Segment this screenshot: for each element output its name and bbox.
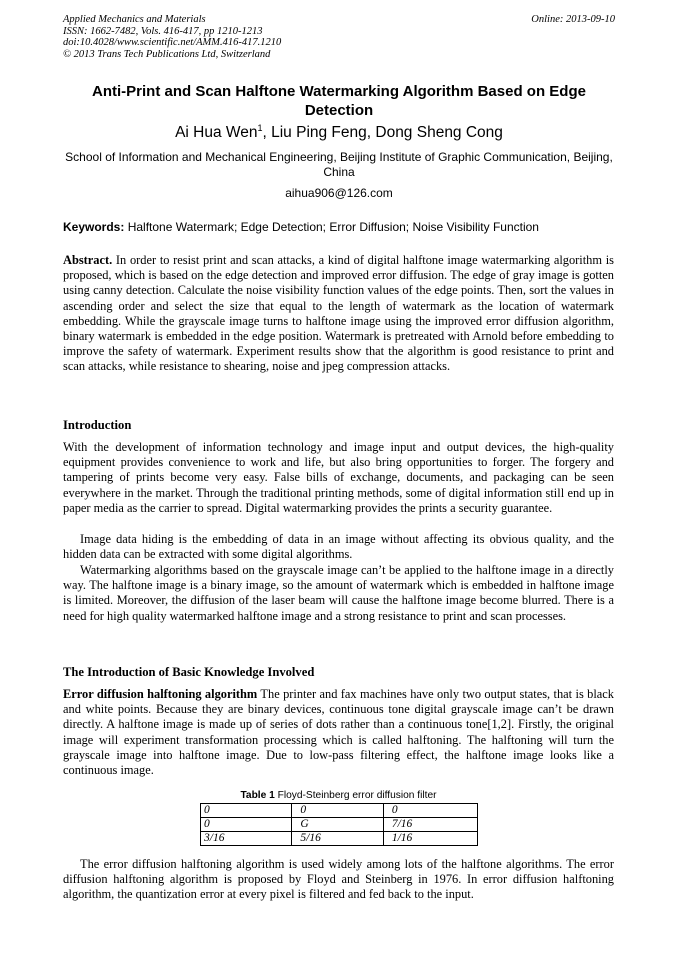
table-cell: 0 [201, 818, 292, 832]
first-author: Ai Hua Wen [175, 124, 258, 142]
error-diffusion-paragraph [63, 687, 614, 778]
other-authors: , Liu Ping Feng, Dong Sheng Cong [262, 124, 503, 142]
table-cell: 3/16 [201, 832, 292, 846]
abstract-text: In order to resist print and scan attacks, a kind of digital halftone image watermarking algorithm is proposed, which is based on the edge detection and improved error diffusion. The edge of gray image is gotten using canny detection. Calculate the noise visibility function values of the edge points. Then, sort the values in ascending order and select the size that equal to the length of watermark as the location of watermark embedding. While the grayscale image turns to halftone image using the improved error diffusion algorithm, binary watermark is embedded in the edge position. Watermark is pretreated with Arnold before embedding to improve the safety of watermark. Experiment results show that the algorithm is good resistance to print and scan attacks, while resistance to shearing, noise and jpeg compression attacks. [63, 253, 614, 374]
abstract [63, 253, 614, 375]
introduction-heading: Introduction [63, 418, 132, 432]
journal-header [63, 14, 615, 60]
doi-line[interactable]: doi:10.4028/www.scientific.net/AMM.416-417.1210 [63, 37, 282, 48]
table-cell: 0 [383, 804, 477, 818]
introduction-paragraph-1: With the development of information technology and image input and output devices, the high-quality equipment provides convenience to work and life, but also bring opportunities to forger. The forgery and tampering of prints become very easy. False bills of exchange, documents, and packaging can be seen everywhere in the market. Through the traditional printing methods, some of digital information still end up in paper media as the carrier to spread. Digital watermarking provides the prints a security guarantee. [63, 440, 614, 515]
table-cell: 7/16 [383, 818, 477, 832]
table-cell: 0 [201, 804, 292, 818]
table-cell: 0 [292, 804, 383, 818]
online-date: Online: 2013-09-10 [531, 14, 615, 25]
table-row [201, 804, 478, 818]
table-row [201, 832, 478, 846]
introduction-paragraph-2: Image data hiding is the embedding of data in an image without affecting its obvious quality, and the hidden data can be extracted with some digital algorithms. [63, 532, 614, 562]
table-cell: G [292, 818, 383, 832]
introduction-paragraph-3: Watermarking algorithms based on the grayscale image can’t be applied to the halftone image in a directly way. The halftone image is a binary image, so the amount of watermark which is embedded in halftone image is limited. Moreover, the diffusion of the laser beam will cause the halftone image become blurred. There is a need for high quality watermarked halftone image and a strong resistance to print and scan processes. [63, 563, 614, 623]
author-email[interactable]: aihua906@126.com [285, 186, 393, 200]
abstract-label: Abstract. [63, 253, 113, 267]
floyd-steinberg-table [200, 803, 478, 846]
basic-knowledge-heading: The Introduction of Basic Knowledge Involved [63, 665, 315, 679]
table-1-caption-text: Floyd-Steinberg error diffusion filter [274, 790, 437, 801]
table-1-label: Table 1 [240, 790, 275, 801]
author-superscript: 1 [257, 123, 263, 133]
copyright-line: © 2013 Trans Tech Publications Ltd, Switzerland [63, 48, 271, 60]
table-1-caption [63, 790, 614, 801]
error-diffusion-text: The printer and fax machines have only two output states, that is black and white points. Because they are binary devices, continuous tone digital grayscale image can’t be drawn directly. A halftone image is made up of series of dots rather than a continuous tone[1,2]. Firstly, the original image will experiment transformation processing which is called halftoning. The halftoning will turn the grayscale image into halftone image. Due to low-pass filtering effect, the halftone image looks like a continuous image. [63, 687, 614, 778]
keywords-text: Halftone Watermark; Edge Detection; Error Diffusion; Noise Visibility Function [124, 220, 539, 234]
error-diffusion-label: Error diffusion halftoning algorithm [63, 687, 258, 701]
table-cell: 1/16 [383, 832, 477, 846]
error-diffusion-paragraph-2: The error diffusion halftoning algorithm is used widely among lots of the halftone algorithms. The error diffusion halftoning algorithm is proposed by Floyd and Steinberg in 1976. In error diffusion halftoning algorithm, the quantization error at every pixel is filtered and fed back to the input. [63, 857, 614, 902]
paper-title: Anti-Print and Scan Halftone Watermarking Algorithm Based on Edge Detection [92, 83, 586, 119]
table-row [201, 818, 478, 832]
affiliation: School of Information and Mechanical Engineering, Beijing Institute of Graphic Communication, Beijing, China [65, 150, 613, 179]
author-list [63, 123, 615, 142]
issn-line: ISSN: 1662-7482, Vols. 416-417, pp 1210-1213 [63, 25, 263, 37]
table-cell: 5/16 [292, 832, 383, 846]
keywords-label: Keywords: [63, 220, 125, 234]
journal-name: Applied Mechanics and Materials [63, 14, 206, 25]
keywords [63, 220, 615, 234]
